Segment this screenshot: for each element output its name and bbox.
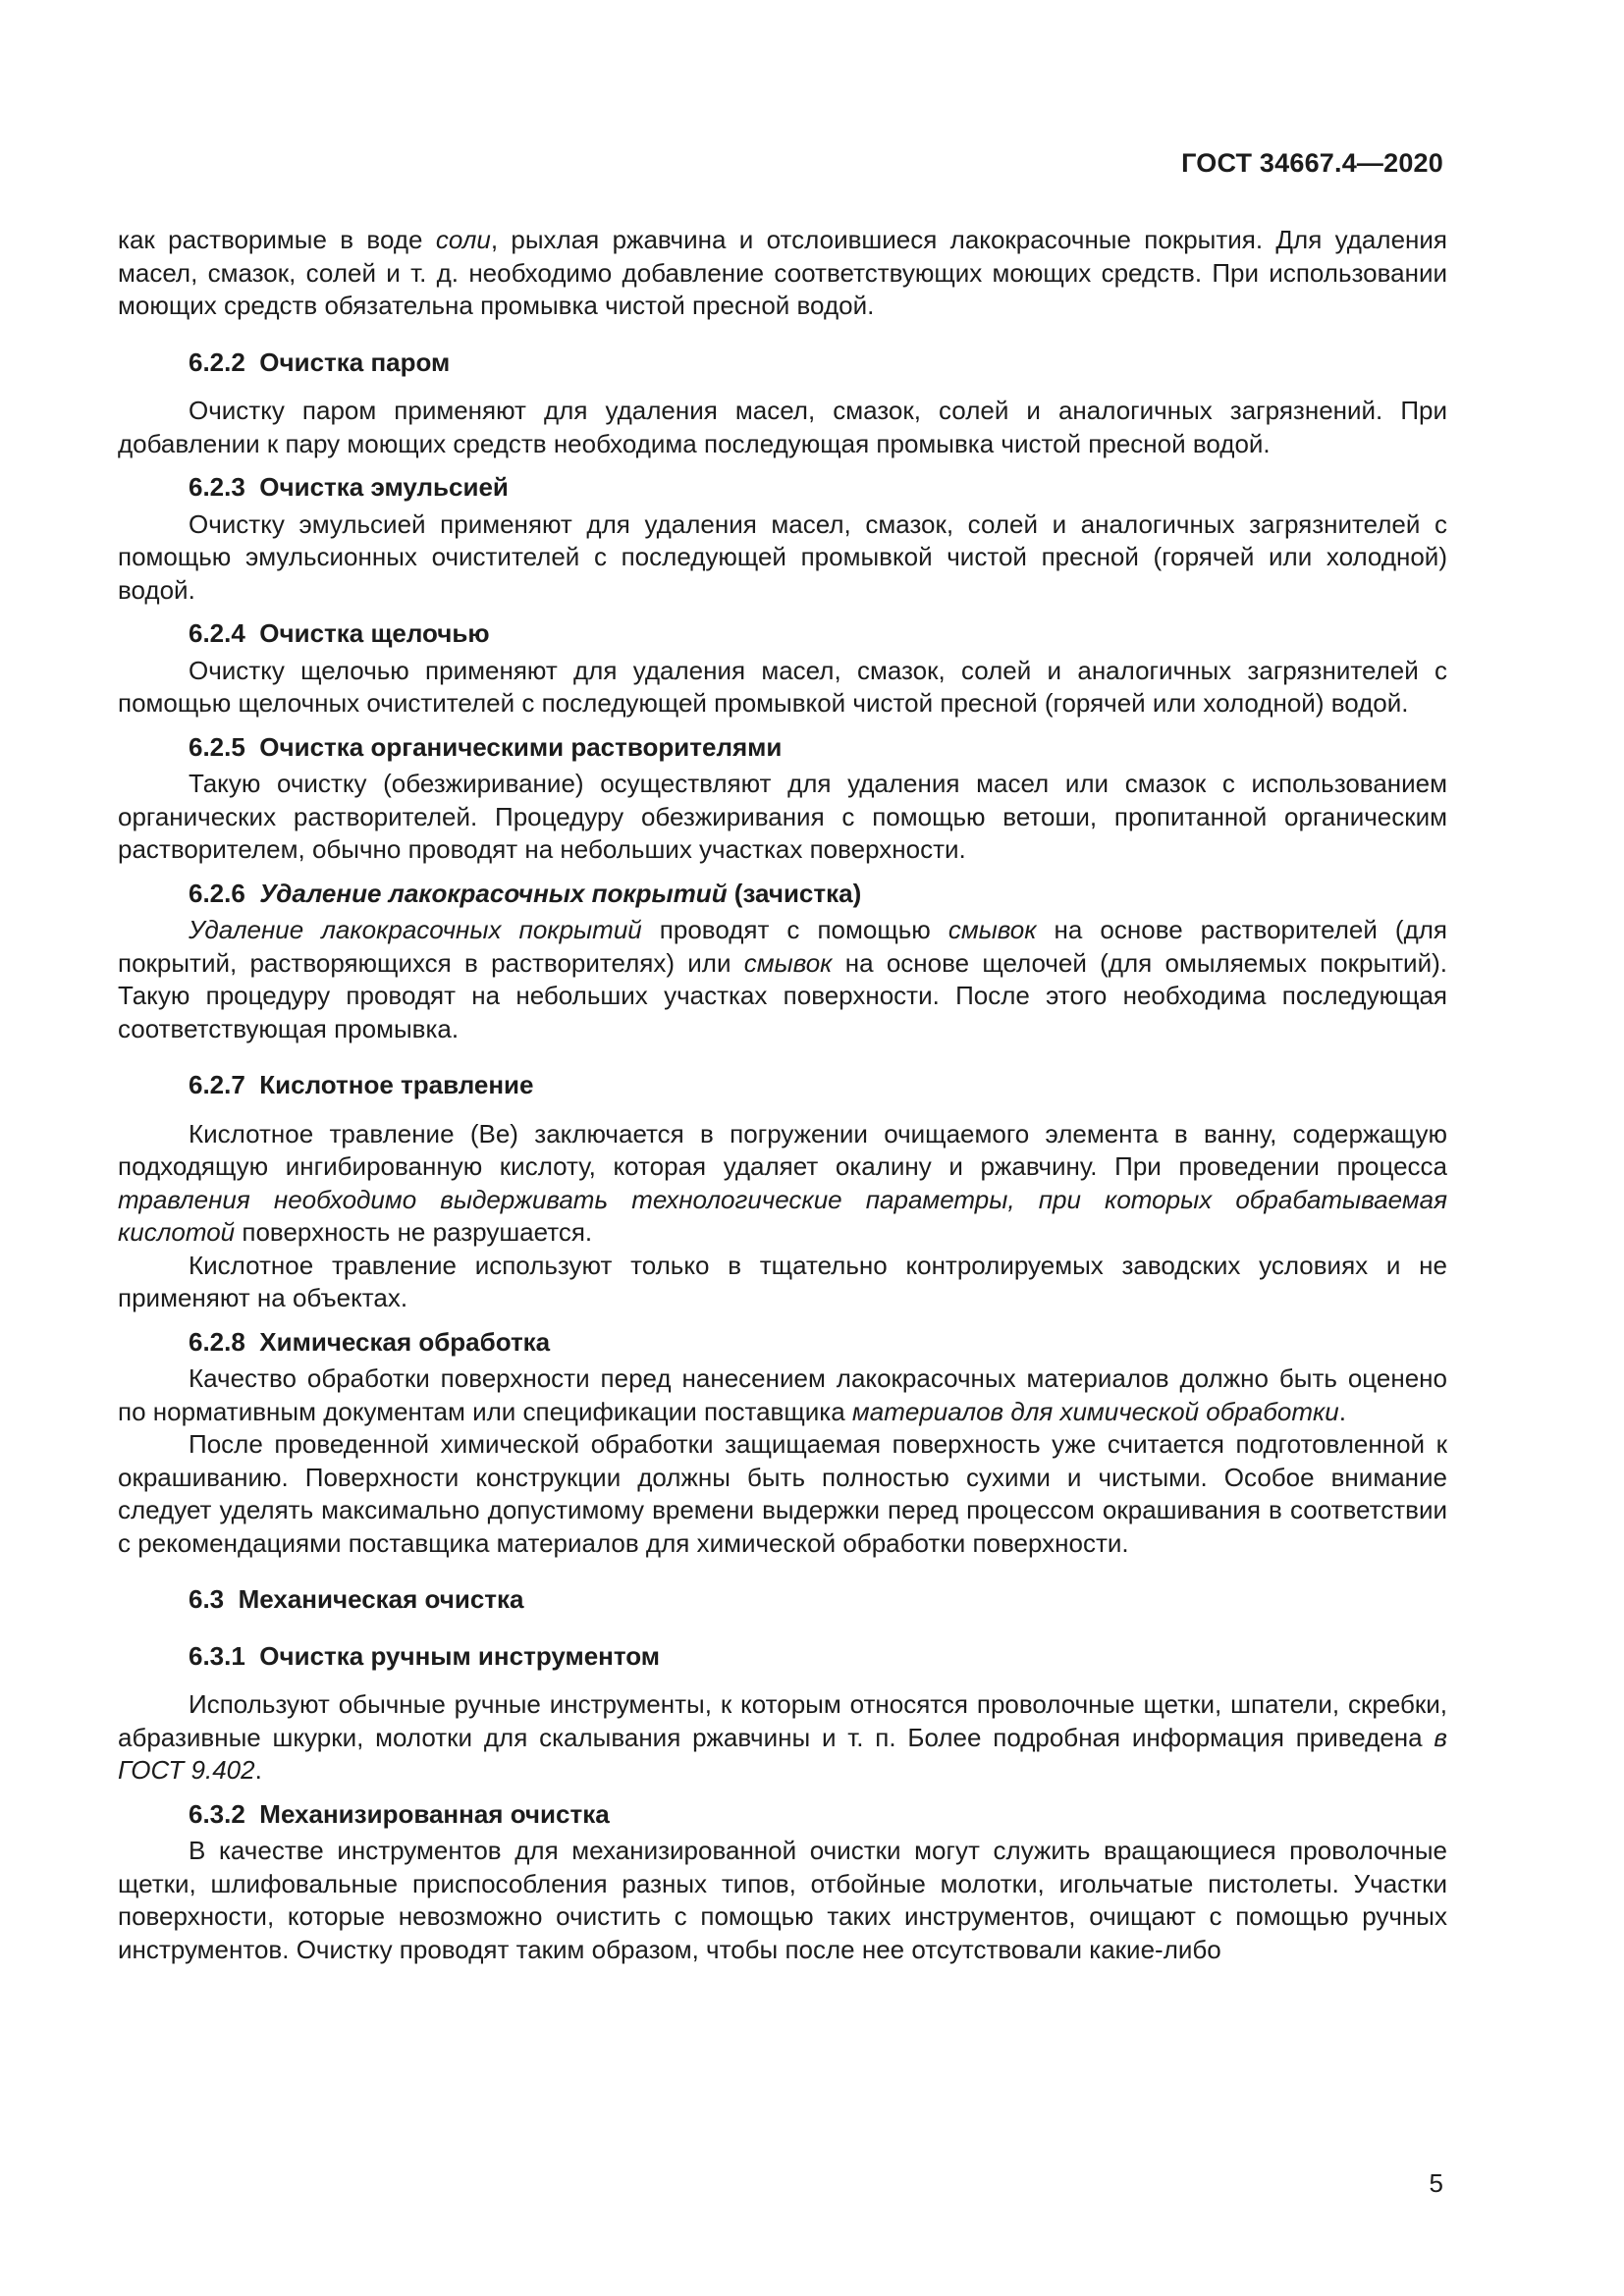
paragraph-6-2-2: Очистку паром применяют для удаления масел, смазок, солей и аналогичных загрязнений. При добавлении к пару моющих средств необходима последующая промывка чистой пресной водой. bbox=[118, 396, 1447, 458]
heading-6-2-8: 6.2.8 Химическая обработка bbox=[189, 1326, 551, 1357]
heading-6-2-6: 6.2.6 Удаление лакокрасочных покрытий (зачистка) bbox=[189, 878, 862, 908]
document-body bbox=[118, 224, 1447, 1966]
heading-6-2-5: 6.2.5 Очистка органическими растворителями bbox=[189, 731, 783, 762]
paragraph-6-2-8-b: После проведенной химической обработки защищаемая поверхность уже считается подготовленной к окрашиванию. Поверхности конструкции должны быть полностью сухими и чистыми. Особое внимание следует уделять максимально допустимому времени выдержки перед процессом окрашивания в соответствии с рекомендациями поставщика материалов для химической обработки поверхности. bbox=[118, 1429, 1447, 1558]
intro-paragraph: как растворимые в воде соли, рыхлая ржавчина и отслоившиеся лакокрасочные покрытия. Для удаления масел, смазок, солей и т. д. необходимо добавление соответствующих моющих средств. При использовании моющих средств обязательна промывка чистой пресной водой. bbox=[118, 225, 1447, 320]
paragraph-6-2-7-b: Кислотное травление используют только в тщательно контролируемых заводских условиях и не применяют на объектах. bbox=[118, 1250, 1447, 1312]
paragraph-6-2-3: Очистку эмульсией применяют для удаления масел, смазок, солей и аналогичных загрязнителей с помощью эмульсионных очистителей с последующей промывкой чистой пресной (горячей или холодной) водой. bbox=[118, 508, 1447, 605]
heading-6-2-7: 6.2.7 Кислотное травление bbox=[189, 1070, 534, 1099]
document-code-header: ГОСТ 34667.4—2020 bbox=[1181, 148, 1443, 178]
heading-6-2-4: 6.2.4 Очистка щелочью bbox=[189, 618, 490, 648]
paragraph-6-3-2: В качестве инструментов для механизированной очистки могут служить вращающиеся проволочные щетки, шлифовальные приспособления разных типов, отбойные молотки, игольчатые пистолеты. Участки поверхности, которые невозможно очистить с помощью таких инструментов, очищают с помощью ручных инструментов. Очистку проводят таким образом, чтобы после нее отсутствовали какие-либо bbox=[118, 1836, 1447, 1964]
heading-6-3-2: 6.3.2 Механизированная очистка bbox=[189, 1798, 610, 1829]
heading-6-2-3: 6.2.3 Очистка эмульсией bbox=[189, 472, 509, 502]
heading-6-2-2: 6.2.2 Очистка паром bbox=[189, 347, 451, 377]
paragraph-6-2-7-a: Кислотное травление (Be) заключается в погружении очищаемого элемента в ванну, содержащую подходящую ингибированную кислоту, которая удаляет окалину и ржавчину. При проведении процесса травления необходимо выдерживать технологические параметры, при которых обрабатываемая кислотой поверхность не разрушается. bbox=[118, 1118, 1447, 1247]
page-number: 5 bbox=[1429, 2168, 1443, 2198]
paragraph-6-3-1: Используют обычные ручные инструменты, к которым относятся проволочные щетки, шпатели, скребки, абразивные шкурки, молотки для скалывания ржавчины и т. п. Более подробная информация приведена в ГОСТ 9.402. bbox=[118, 1689, 1447, 1785]
paragraph-6-2-8-a: Качество обработки поверхности перед нанесением лакокрасочных материалов должно быть оценено по нормативным документам или спецификации поставщика материалов для химической обработки. bbox=[118, 1363, 1447, 1426]
heading-6-3-1: 6.3.1 Очистка ручным инструментом bbox=[189, 1640, 661, 1671]
paragraph-6-2-4: Очистку щелочью применяют для удаления масел, смазок, солей и аналогичных загрязнителей с помощью щелочных очистителей с последующей промывкой чистой пресной (горячей или холодной) водой. bbox=[118, 655, 1447, 718]
paragraph-6-2-5: Такую очистку (обезжиривание) осуществляют для удаления масел или смазок с использованием органических растворителей. Процедуру обезжиривания с помощью ветоши, пропитанной органическим растворителем, обычно проводят на небольших участках поверхности. bbox=[118, 769, 1447, 864]
heading-6-3: 6.3 Механическая очистка bbox=[189, 1584, 524, 1614]
paragraph-6-2-6: Удаление лакокрасочных покрытий проводят с помощью смывок на основе растворителей (для покрытий, растворяющихся в растворителях) или смывок на основе щелочей (для омыляемых покрытий). Такую процедуру проводят на небольших участках поверхности. После этого необходима последующая соответствующая промывка. bbox=[118, 915, 1447, 1043]
